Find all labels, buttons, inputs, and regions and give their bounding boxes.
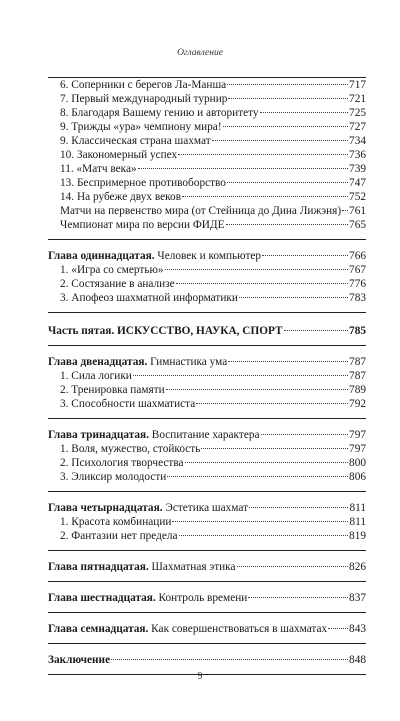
toc-entry-page: 727 bbox=[349, 121, 366, 133]
chapter-heading bbox=[48, 249, 366, 263]
toc-entry-page: 806 bbox=[349, 471, 366, 483]
toc-entry bbox=[48, 106, 366, 120]
toc-entry-label: 8. Благодаря Вашему гению и авторитету bbox=[60, 107, 259, 119]
chapter-page: 826 bbox=[349, 561, 366, 573]
toc-entry bbox=[48, 383, 366, 397]
chapter-number: Глава одиннадцатая. bbox=[48, 250, 155, 262]
conclusion-heading bbox=[48, 653, 366, 667]
section-rule bbox=[48, 643, 366, 644]
toc-entry bbox=[48, 263, 366, 277]
chapter-heading bbox=[48, 591, 366, 605]
chapter-number: Глава тринадцатая. bbox=[48, 429, 149, 441]
section-rule bbox=[48, 612, 366, 613]
toc-entry-page: 789 bbox=[349, 384, 366, 396]
toc-entry bbox=[48, 442, 366, 456]
chapter-number: Глава двенадцатая. bbox=[48, 356, 148, 368]
chapter-title: Воспитание характера bbox=[148, 429, 260, 441]
toc-entry-label: 10. Закономерный успех bbox=[60, 149, 178, 161]
toc-entry-label: 1. Красота комбинации bbox=[60, 516, 172, 528]
chapter-heading bbox=[48, 560, 366, 574]
chapter-heading bbox=[48, 622, 366, 636]
section-rule bbox=[48, 581, 366, 582]
toc-entry-page: 761 bbox=[349, 205, 366, 217]
toc-entry bbox=[48, 470, 366, 484]
toc-entry-label: 3. Эликсир молодости bbox=[60, 471, 167, 483]
toc-entry bbox=[48, 148, 366, 162]
toc-entry-label: 13. Беспримерное противоборство bbox=[60, 177, 226, 189]
toc-entry-label: 6. Соперники с берегов Ла-Манша bbox=[60, 79, 227, 91]
section-rule bbox=[48, 418, 366, 419]
chapter-page: 797 bbox=[349, 429, 366, 441]
toc-entry-page: 811 bbox=[349, 516, 366, 528]
section-rule bbox=[48, 345, 366, 346]
page-number: 9 bbox=[197, 671, 203, 682]
toc-entry-page: 765 bbox=[349, 219, 366, 231]
toc-entry-label: 1. Сила логики bbox=[60, 370, 132, 382]
toc-entry bbox=[48, 369, 366, 383]
toc-entry-page: 767 bbox=[349, 264, 366, 276]
section-rule bbox=[48, 239, 366, 240]
chapter-heading bbox=[48, 355, 366, 369]
toc-entry bbox=[48, 134, 366, 148]
toc-entry-page: 787 bbox=[349, 370, 366, 382]
chapter-number: Глава четырнадцатая. bbox=[48, 502, 163, 514]
toc-entry-label: Матчи на первенство мира (от Стейница до Дина Лижэня) bbox=[60, 205, 342, 217]
toc-entry bbox=[48, 291, 366, 305]
toc-entry-label: 2. Состязание в анализе bbox=[60, 278, 175, 290]
toc-entry bbox=[48, 120, 366, 134]
toc-entry-page: 797 bbox=[349, 443, 366, 455]
chapter-page: 766 bbox=[349, 250, 366, 262]
toc-entry-label: 9. Классическая страна шахмат bbox=[60, 135, 211, 147]
toc-entry-label: 1. «Игра со смертью» bbox=[60, 264, 164, 276]
chapter-page: 811 bbox=[349, 502, 366, 514]
toc-entry-label: 2. Фантазии нет предела bbox=[60, 530, 178, 542]
chapter-title: Как совершенствоваться в шахматах bbox=[148, 623, 328, 635]
part-title: Часть пятая. ИСКУССТВО, НАУКА, СПОРТ bbox=[48, 325, 283, 337]
toc-entry-page: 717 bbox=[349, 79, 366, 91]
toc-entry bbox=[48, 92, 366, 106]
chapter-title: Шахматная этика bbox=[148, 561, 236, 573]
toc-entry bbox=[48, 397, 366, 411]
toc-entry-page: 734 bbox=[349, 135, 366, 147]
toc-entry-label: 9. Трижды «ура» чемпиону мира! bbox=[60, 121, 222, 133]
chapter-title: Контроль времени bbox=[155, 592, 248, 604]
chapter-page: 787 bbox=[349, 356, 366, 368]
part-page: 785 bbox=[349, 325, 366, 337]
toc-entry bbox=[48, 162, 366, 176]
toc-entry-page: 776 bbox=[349, 278, 366, 290]
toc-entry bbox=[48, 277, 366, 291]
chapter-heading bbox=[48, 428, 366, 442]
chapter-title: Гимнастика ума bbox=[147, 356, 228, 368]
toc-entry bbox=[48, 176, 366, 190]
toc-entry-page: 792 bbox=[349, 398, 366, 410]
page-header: Оглавление bbox=[177, 48, 223, 58]
toc-entry bbox=[48, 204, 366, 218]
toc-entry-page: 819 bbox=[349, 530, 366, 542]
toc-entry-page: 721 bbox=[349, 93, 366, 105]
toc-entry-label: 3. Способности шахматиста bbox=[60, 398, 196, 410]
chapter-heading bbox=[48, 501, 366, 515]
toc-entry-label: 3. Апофеоз шахматной информатики bbox=[60, 292, 238, 304]
toc-entry-label: Чемпионат мира по версии ФИДЕ bbox=[60, 219, 225, 231]
chapter-title: Человек и компьютер bbox=[154, 250, 262, 262]
toc-entry bbox=[48, 218, 366, 232]
section-rule bbox=[48, 491, 366, 492]
section-rule bbox=[48, 312, 366, 313]
toc-entry bbox=[48, 78, 366, 92]
chapter-number: Глава шестнадцатая. bbox=[48, 592, 156, 604]
toc-entry-page: 783 bbox=[349, 292, 366, 304]
chapter-page: 837 bbox=[349, 592, 366, 604]
chapter-page: 843 bbox=[349, 623, 366, 635]
chapter-number: Глава семнадцатая. bbox=[48, 623, 149, 635]
toc-entry-label: 7. Первый международный турнир bbox=[60, 93, 228, 105]
toc-entry-label: 2. Психология творчества bbox=[60, 457, 184, 469]
toc-entry-page: 725 bbox=[349, 107, 366, 119]
table-of-contents bbox=[48, 69, 366, 675]
toc-entry bbox=[48, 456, 366, 470]
toc-entry-page: 736 bbox=[349, 149, 366, 161]
conclusion-page: 848 bbox=[349, 654, 366, 666]
toc-entry-label: 14. На рубеже двух веков bbox=[60, 191, 182, 203]
toc-entry-page: 747 bbox=[349, 177, 366, 189]
toc-entry bbox=[48, 529, 366, 543]
toc-entry-page: 752 bbox=[349, 191, 366, 203]
part-heading bbox=[48, 324, 366, 338]
toc-entry-label: 1. Воля, мужество, стойкость bbox=[60, 443, 201, 455]
toc-entry-page: 800 bbox=[349, 457, 366, 469]
toc-entry-label: 11. «Матч века» bbox=[60, 163, 137, 175]
conclusion-title: Заключение bbox=[48, 654, 111, 666]
toc-entry-page: 739 bbox=[349, 163, 366, 175]
chapter-number: Глава пятнадцатая. bbox=[48, 561, 149, 573]
chapter-title: Эстетика шахмат bbox=[162, 502, 249, 514]
toc-entry bbox=[48, 515, 366, 529]
toc-entry bbox=[48, 190, 366, 204]
section-rule bbox=[48, 550, 366, 551]
toc-entry-label: 2. Тренировка памяти bbox=[60, 384, 165, 396]
